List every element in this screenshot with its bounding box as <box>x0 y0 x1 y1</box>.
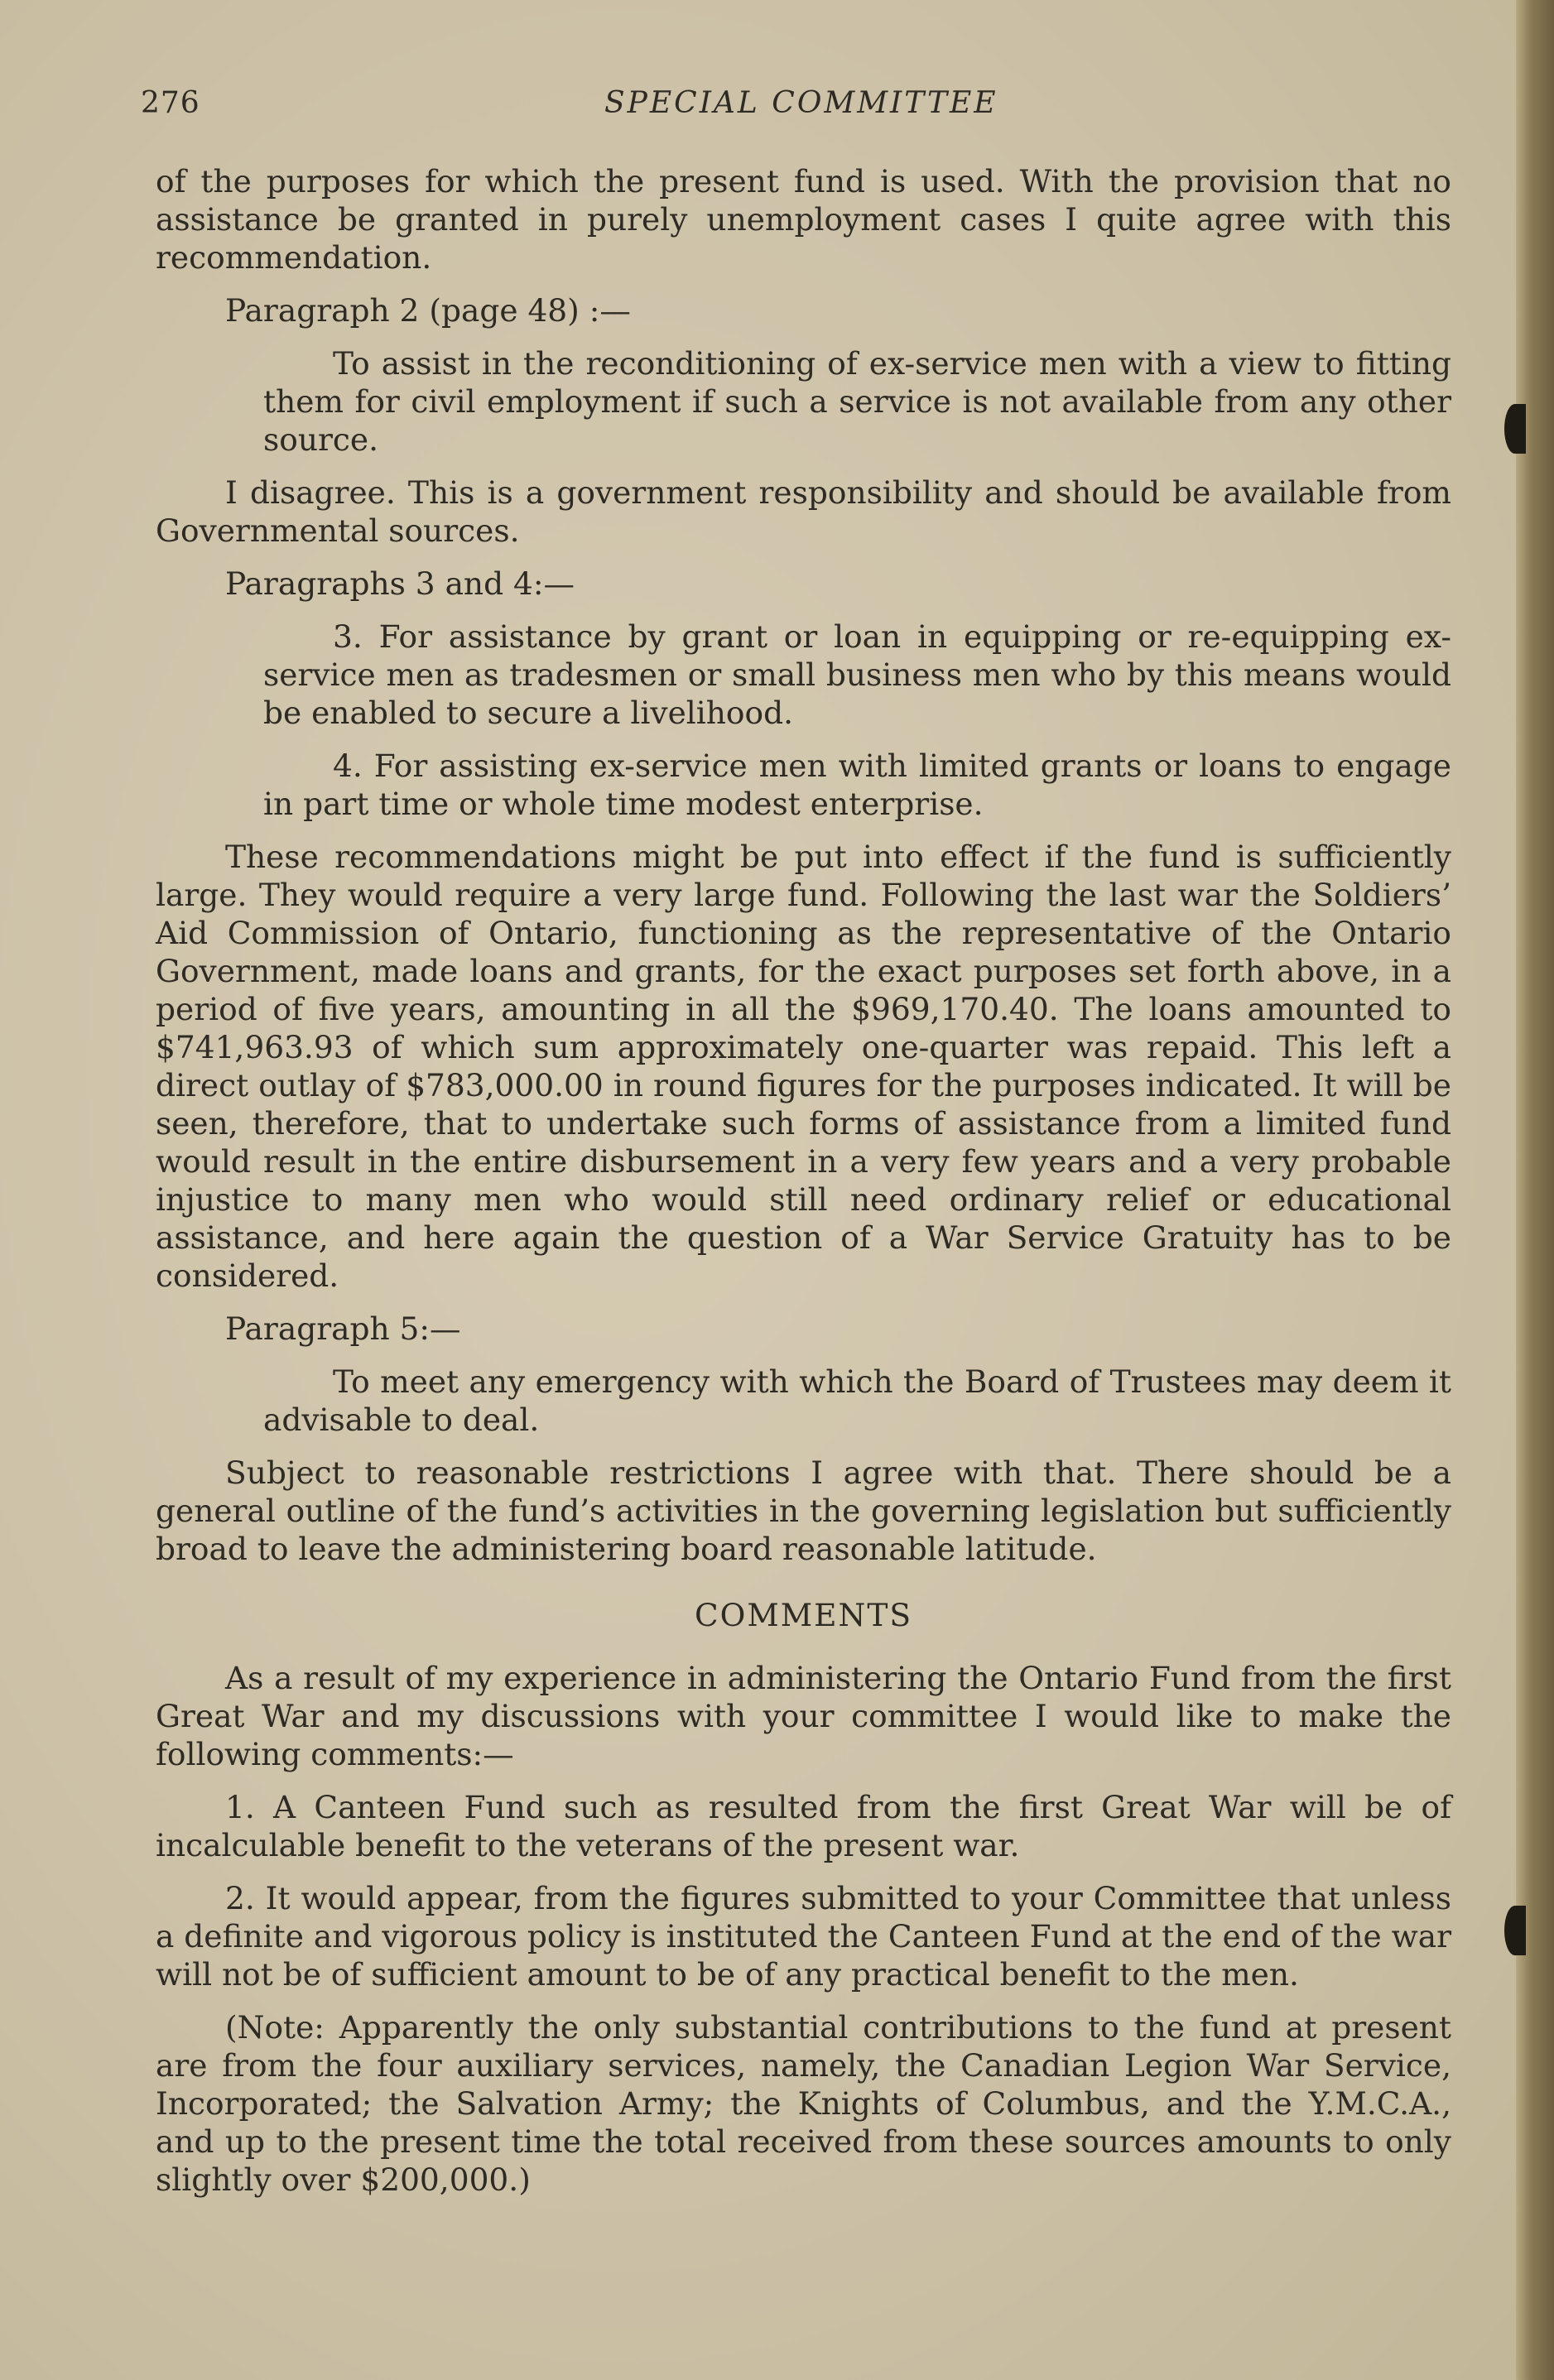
running-head <box>141 86 1449 132</box>
page-number: 276 <box>141 86 200 120</box>
page-edge-shadow <box>1516 0 1554 2380</box>
paragraph-5-label: Paragraph 5:— <box>225 1310 461 1347</box>
paragraph-2-quote: To assist in the reconditioning of ex-service men with a view to fitting them for civil employment if such a service is not available from any other source. <box>263 345 1451 458</box>
comment-2: 2. It would appear, from the figures submitted to your Committee that unless a definite and vigorous policy is instituted the Canteen Fund at the end of the war will not be of sufficient amount to be of any practical benefit to the men. <box>156 1880 1451 1993</box>
paragraph-2-label: Paragraph 2 (page 48) :— <box>225 292 631 329</box>
binding-mark-top <box>1504 404 1526 454</box>
paragraph-3-quote: 3. For assistance by grant or loan in equipping or re-equipping ex-service men as tradesmen or small business men who by this means would be enabled to secure a livelihood. <box>263 618 1451 731</box>
body-text <box>156 162 1451 2214</box>
running-title: SPECIAL COMMITTEE <box>604 86 998 120</box>
paragraph-comments-intro: As a result of my experience in administering the Ontario Fund from the first Great War and my discussions with your committee I would like to make the following comments:— <box>156 1660 1451 1772</box>
binding-mark-bottom <box>1504 1906 1526 1955</box>
paragraph-subject: Subject to reasonable restrictions I agree with that. There should be a general outline of the fund’s activities in the governing legislation but sufficiently broad to leave the administering board reasonable latitude. <box>156 1454 1451 1567</box>
paragraph-4-quote: 4. For assisting ex-service men with limited grants or loans to engage in part time or whole time modest enterprise. <box>263 748 1451 822</box>
paragraph-recommendations: These recommendations might be put into effect if the fund is sufficiently large. They would require a very large fund. Following the last war the Soldiers’ Aid Commission of Ontario, functioning as the representative of the Ontario Government, made loans and grants, for the exact purposes set forth above, in a period of five years, amounting in all the $969,170.40. The loans amounted to $741,963.93 of which sum approximately one-quarter was repaid. This left a direct outlay of $783,000.00 in round figures for the purposes indicated. It will be seen, therefore, that to undertake such forms of assistance from a limited fund would result in the entire disbursement in a very few years and a very probable injustice to many men who would still need ordinary relief or educational assistance, and here again the question of a War Service Gratuity has to be considered. <box>156 839 1451 1294</box>
paragraph-disagree: I disagree. This is a government responsibility and should be available from Governmental sources. <box>156 474 1451 549</box>
paragraphs-3-4-label: Paragraphs 3 and 4:— <box>225 565 575 602</box>
comment-1: 1. A Canteen Fund such as resulted from the first Great War will be of incalculable benefit to the veterans of the present war. <box>156 1789 1451 1863</box>
paragraph-continuation: of the purposes for which the present fund is used. With the provision that no assistance be granted in purely unemployment cases I quite agree with this recommendation. <box>156 163 1451 276</box>
paragraph-5-quote: To meet any emergency with which the Board of Trustees may deem it advisable to deal. <box>263 1363 1451 1438</box>
comments-heading: COMMENTS <box>694 1597 913 1633</box>
note-paragraph: (Note: Apparently the only substantial contributions to the fund at present are from the four auxiliary services, namely, the Canadian Legion War Service, Incorporated; the Salvation Army; the Knights of Columbus, and the Y.M.C.A., and up to the present time the total received from these sources amounts to only slightly over $200,000.) <box>156 2009 1451 2198</box>
